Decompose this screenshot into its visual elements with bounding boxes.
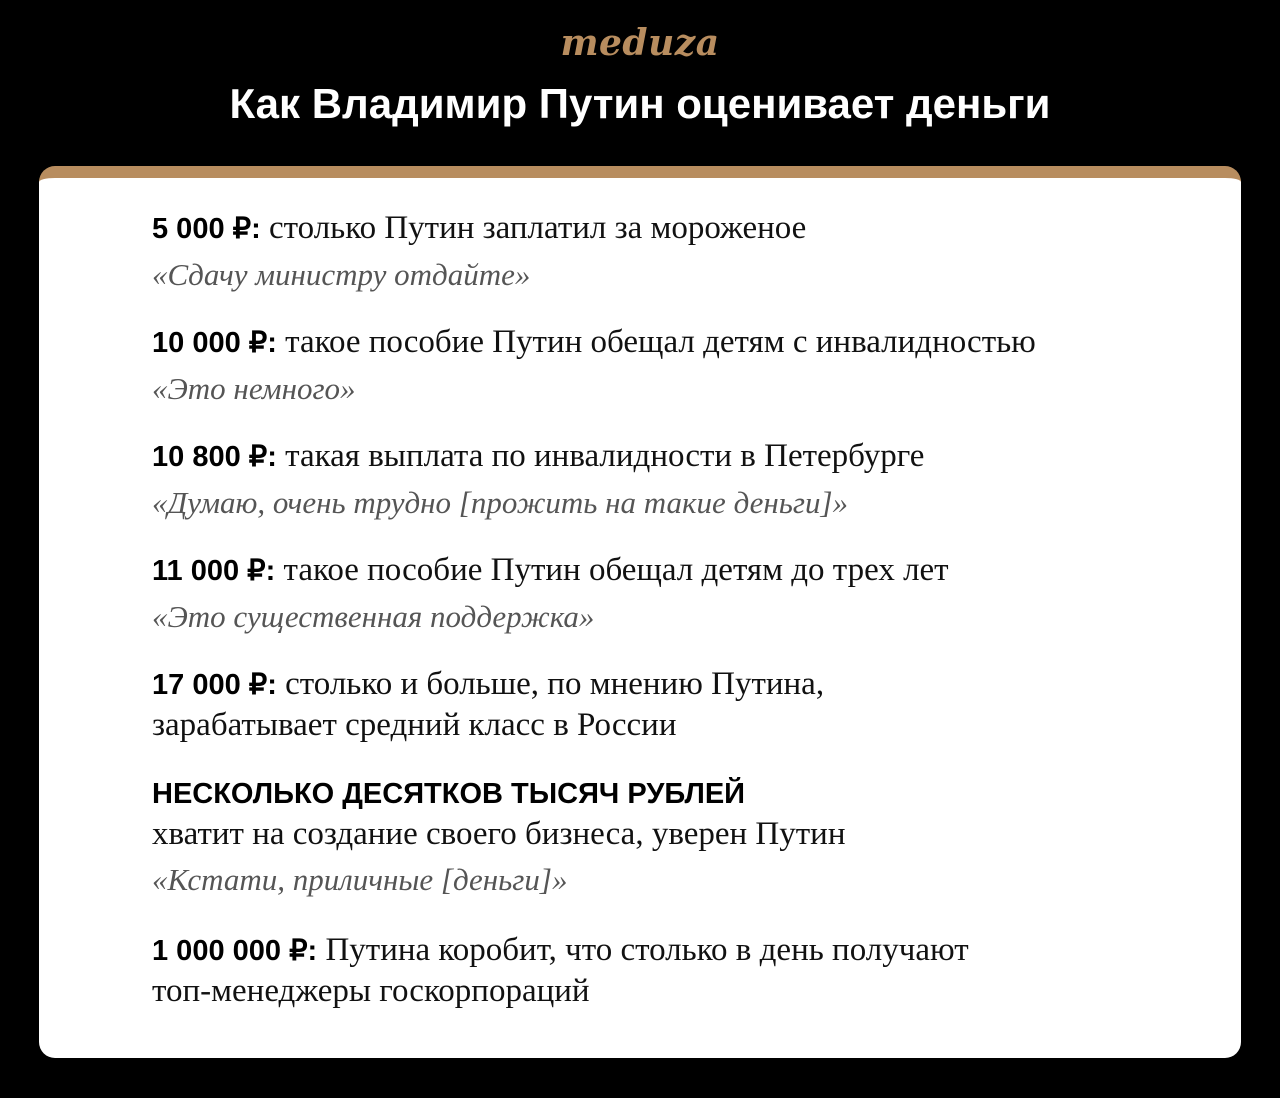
item-line [152, 436, 1212, 477]
item-text: Путина коробит, что столько в день получают [325, 932, 969, 968]
item-amount: 1 000 000 ₽: [152, 935, 318, 967]
item-quote: «Это немного» [152, 371, 356, 406]
item-line [152, 322, 1212, 363]
item-line [152, 550, 1212, 591]
item-text-continued: зарабатывает средний класс в России [152, 707, 677, 743]
item-text: столько и больше, по мнению Путина, [285, 666, 825, 702]
item-quote: «Это существенная поддержка» [152, 599, 595, 634]
list-item [152, 774, 1212, 900]
item-amount: 10 800 ₽: [152, 441, 277, 473]
item-line [152, 930, 1212, 971]
list-item [152, 322, 1212, 409]
item-text: такое пособие Путин обещал детям с инвалидностью [285, 324, 1036, 360]
list-item [152, 664, 1212, 745]
item-line [152, 208, 1212, 249]
content-card [39, 166, 1241, 1058]
item-text: хватит на создание своего бизнеса, уверен Путин [152, 816, 846, 852]
item-quote: «Сдачу министру отдайте» [152, 257, 531, 292]
list-item [152, 930, 1212, 1011]
item-text: такое пособие Путин обещал детям до трех лет [283, 552, 949, 588]
item-quote: «Кстати, приличные [деньги]» [152, 862, 568, 897]
item-line [152, 664, 1212, 705]
meduza-logo: meduza [560, 22, 720, 64]
page-title: Как Владимир Путин оценивает деньги [229, 80, 1051, 127]
item-text: столько Путин заплатил за мороженое [269, 210, 807, 246]
item-quote: «Думаю, очень трудно [прожить на такие деньги]» [152, 485, 849, 520]
list-item [152, 208, 1212, 295]
item-text-continued: топ-менеджеры госкорпораций [152, 973, 590, 1009]
item-amount: 11 000 ₽: [152, 555, 276, 587]
item-amount: 17 000 ₽: [152, 669, 277, 701]
list-item [152, 550, 1212, 637]
item-text: такая выплата по инвалидности в Петербурге [285, 438, 925, 474]
item-amount: 10 000 ₽: [152, 327, 277, 359]
item-amount: НЕСКОЛЬКО ДЕСЯТКОВ ТЫСЯЧ РУБЛЕЙ [152, 778, 746, 810]
list-item [152, 436, 1212, 523]
item-amount: 5 000 ₽: [152, 213, 261, 245]
